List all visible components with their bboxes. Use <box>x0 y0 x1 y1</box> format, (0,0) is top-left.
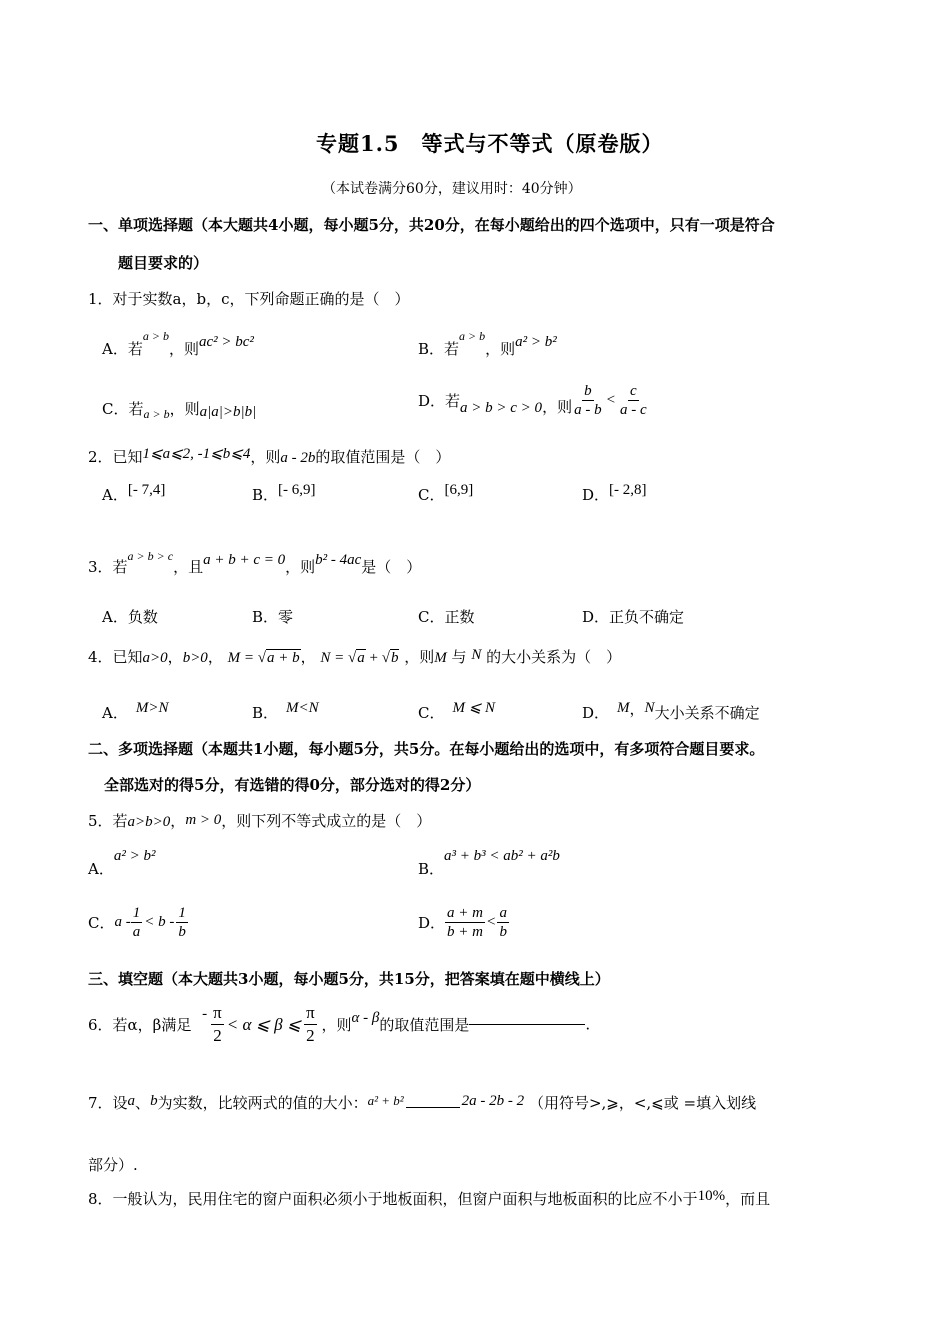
q6-two-left: 2 <box>213 1026 222 1045</box>
q2-a-value: [- 7,4] <box>127 482 166 498</box>
q5-option-d <box>418 904 509 941</box>
q6-suffix: 的取值范围是 <box>379 1016 470 1034</box>
q4-d-label: D． <box>582 704 610 722</box>
q4-var-n: N <box>471 647 482 663</box>
q4-prefix: 4．已知 <box>88 648 143 666</box>
q2-option-d <box>582 484 647 505</box>
q4-option-c <box>418 702 495 723</box>
q4-b-value: M<N <box>286 700 319 716</box>
q1-b-result: a² > b² <box>515 334 557 350</box>
q4-option-b <box>252 702 319 723</box>
q2-b-label: B． <box>252 486 279 504</box>
q7-rhs: 2a - 2b - 2 <box>461 1093 525 1109</box>
q1-d-f2-den: a - c <box>620 402 647 418</box>
q4-mid: ，则 <box>404 648 435 666</box>
q5-cond-2: m > 0 <box>185 812 222 828</box>
q5-stem <box>88 810 431 831</box>
q1-c-then: ，则 <box>169 400 200 418</box>
q8-stem <box>88 1188 770 1209</box>
q4-d-n: N <box>644 700 655 716</box>
q3-expr: b² - 4ac <box>315 552 362 568</box>
q4-a-label: A． <box>102 704 128 722</box>
q4-n-def: N = <box>320 650 349 666</box>
q1-d-f1-den: a - b <box>574 402 602 418</box>
q4-sep1: ， <box>167 648 183 666</box>
q6-expr: α - β <box>351 1010 380 1026</box>
q4-yu: 与 <box>446 648 472 666</box>
q1-option-d <box>418 382 649 419</box>
q1-a-result: ac² > bc² <box>198 334 254 350</box>
q5-d-f1-den: b + m <box>447 924 483 940</box>
q2-d-label: D． <box>582 486 610 504</box>
q3-mid1: ，且 <box>173 558 204 576</box>
q1-a-cond: a > b <box>142 329 169 343</box>
q7-stem-cont: 部分）. <box>88 1156 138 1174</box>
q5-b-label: B． <box>418 860 445 878</box>
q4-b-label: B． <box>252 704 279 722</box>
q3-option-d: D．正负不确定 <box>582 608 685 626</box>
q5-d-f2-num: a <box>499 905 507 921</box>
q4-m-def: M = <box>227 650 258 666</box>
q6-prefix: 6．若α，β满足 <box>88 1016 192 1034</box>
q6-answer-blank[interactable] <box>469 1024 585 1025</box>
q2-mid: ，则 <box>250 448 281 466</box>
q6-two-right: 2 <box>306 1026 315 1045</box>
q7-var-b: b <box>150 1093 158 1109</box>
q5-d-lt: < <box>487 914 496 930</box>
q3-equation: a + b + c = 0 <box>203 552 286 568</box>
q7-var-a: a <box>127 1093 136 1109</box>
q5-c-mid: < b - <box>144 914 175 930</box>
q5-c-fraction-2 <box>176 904 188 941</box>
q1-d-lt: < <box>606 392 616 408</box>
q2-d-value: [- 2,8] <box>609 482 647 498</box>
q6-stem <box>88 1002 590 1047</box>
q2-expr: a - 2b <box>280 450 316 466</box>
q1-c-label: C．若 <box>102 400 144 418</box>
q5-c-f2-num: 1 <box>178 905 186 921</box>
q4-n-radicand2: b <box>390 650 399 666</box>
q4-a-value: M>N <box>135 700 169 716</box>
q7-mid: 为实数，比较两式的值的大小： <box>157 1094 368 1112</box>
q2-b-value: [- 6,9] <box>278 482 316 498</box>
q4-d-m: M <box>617 700 630 716</box>
q4-d-suffix: 大小关系不确定 <box>654 704 760 722</box>
q1-b-label: B．若 <box>418 340 460 358</box>
q4-sep3: ， <box>300 648 316 666</box>
q2-option-a <box>102 484 165 505</box>
q5-a-value: a² > b² <box>113 848 156 864</box>
q1-a-then: ，则 <box>168 340 199 358</box>
q1-d-then: ，则 <box>542 398 573 416</box>
q1-d-cond: a > b > c > 0 <box>460 400 543 416</box>
q3-option-b: B．零 <box>252 608 294 626</box>
q7-lhs: a² + b² <box>367 1093 404 1108</box>
q1-c-cond: a > b <box>143 407 170 421</box>
q6-neg: - <box>202 1006 208 1022</box>
q4-n-sqrt2: √b <box>381 650 399 666</box>
q5-suffix: ，则下列不等式成立的是（ ） <box>221 812 432 830</box>
q5-d-fraction-1 <box>445 904 485 941</box>
q3-prefix: 3．若 <box>88 558 128 576</box>
q1-stem: 1．对于实数a，b，c，下列命题正确的是（ ） <box>88 290 410 308</box>
q4-c-value: M ⩽ N <box>452 700 496 716</box>
q3-option-a: A．负数 <box>102 608 158 626</box>
q5-c-pre: a - <box>114 914 131 930</box>
q5-d-f2-den: b <box>499 924 507 940</box>
q5-option-c <box>88 904 188 941</box>
q5-option-b <box>418 848 560 879</box>
q3-mid2: ，则 <box>285 558 316 576</box>
q4-suffix: 的大小关系为（ ） <box>481 648 622 666</box>
q1-d-fraction-1 <box>572 382 604 419</box>
q5-c-f2-den: b <box>178 924 186 940</box>
q2-option-b <box>252 484 316 505</box>
section3-heading: 三、填空题（本大题共3小题，每小题5分，共15分，把答案填在题中横线上） <box>88 970 610 988</box>
q5-d-f1-num: a + m <box>447 905 483 921</box>
q4-m-sqrt: √a + b <box>257 650 300 666</box>
q6-then: ，则 <box>321 1016 352 1034</box>
q7-prefix: 7．设 <box>88 1094 128 1112</box>
q5-c-fraction-1 <box>131 904 143 941</box>
q3-stem <box>88 549 422 577</box>
q1-option-c <box>102 398 256 419</box>
q2-condition: 1⩽a⩽2, -1⩽b⩽4 <box>142 446 251 462</box>
q5-c-label: C． <box>88 914 115 932</box>
q1-a-label: A．若 <box>102 340 143 358</box>
q2-stem <box>88 446 450 467</box>
q1-option-a <box>102 329 254 359</box>
q4-n-sqrt1: √a <box>348 650 365 666</box>
q5-d-fraction-2 <box>497 904 509 941</box>
q8-tail: ，而且 <box>725 1190 771 1208</box>
q1-option-b <box>418 329 557 359</box>
q4-m-radicand: a + b <box>266 650 300 666</box>
q1-c-result: a|a|>b|b| <box>199 404 257 420</box>
q2-c-label: C． <box>418 486 445 504</box>
q1-d-fraction-2 <box>618 382 649 419</box>
q7-stem <box>88 1092 756 1113</box>
q2-option-c <box>418 484 473 505</box>
q4-c-label: C． <box>418 704 445 722</box>
q2-prefix: 2．已知 <box>88 448 143 466</box>
page-title: 专题1.5 等式与不等式（原卷版） <box>316 131 664 156</box>
q4-n-radicand1: a <box>357 650 365 666</box>
q1-b-cond: a > b <box>459 329 486 343</box>
q6-fraction-left <box>211 1002 224 1047</box>
q1-b-then: ，则 <box>485 340 516 358</box>
q2-a-label: A． <box>102 486 128 504</box>
q2-c-value: [6,9] <box>444 482 474 498</box>
q4-cond-b: b>0 <box>182 650 208 666</box>
q5-c-f1-num: 1 <box>132 905 141 921</box>
q7-answer-blank[interactable] <box>406 1107 460 1108</box>
q4-cond-a: a>0 <box>142 650 168 666</box>
q5-d-label: D． <box>418 914 446 932</box>
q4-var-m: M <box>434 650 447 666</box>
q5-prefix: 5．若 <box>88 812 128 830</box>
q1-d-f1-num: b <box>584 383 592 399</box>
q5-c-f1-den: a <box>132 924 141 940</box>
q4-d-sep: ， <box>629 700 645 718</box>
q6-pi-right: π <box>304 1002 317 1025</box>
q1-d-f2-num: c <box>630 383 637 399</box>
q7-note: （用符号>,⩾，<,⩽或 =填入划线 <box>528 1094 757 1112</box>
q5-cond-1: a>b>0 <box>127 814 171 830</box>
q7-dun: 、 <box>135 1094 151 1112</box>
q5-b-value: a³ + b³ < ab² + a²b <box>444 848 560 864</box>
q2-suffix: 的取值范围是（ ） <box>315 448 451 466</box>
q8-text: 8．一般认为，民用住宅的窗户面积必须小于地板面积，但窗户面积与地板面积的比应不小于 <box>88 1190 698 1208</box>
section2-heading-cont: 全部选对的得5分，有选错的得0分，部分选对的得2分） <box>104 776 481 794</box>
q5-a-label: A． <box>88 860 114 878</box>
q6-mid: < α ⩽ β ⩽ <box>226 1014 302 1034</box>
q4-sep2: ， <box>207 648 223 666</box>
section1-heading: 一、单项选择题（本大题共4小题，每小题5分，共20分，在每小题给出的四个选项中，只有一项是符合 <box>88 216 775 234</box>
q1-d-label: D．若 <box>418 392 461 410</box>
q6-pi-left: π <box>211 1002 224 1025</box>
q8-percent: 10% <box>697 1188 726 1204</box>
q3-option-c: C．正数 <box>418 608 475 626</box>
page-subtitle: （本试卷满分60分，建议用时：40分钟） <box>322 181 582 197</box>
q5-sep: ， <box>170 812 186 830</box>
q3-suffix: 是（ ） <box>361 558 422 576</box>
q4-n-plus: + <box>365 650 382 666</box>
q5-option-a <box>88 848 156 879</box>
q6-fraction-right <box>304 1002 317 1047</box>
q4-option-a <box>102 702 168 723</box>
q3-condition: a > b > c <box>127 549 174 563</box>
section1-heading-cont: 题目要求的） <box>118 254 209 272</box>
q4-stem <box>88 646 621 667</box>
q4-option-d <box>582 702 760 723</box>
section2-heading: 二、多项选择题（本题共1小题，每小题5分，共5分。在每小题给出的选项中，有多项符合题目要求。 <box>88 740 765 758</box>
q6-end: . <box>585 1015 591 1034</box>
